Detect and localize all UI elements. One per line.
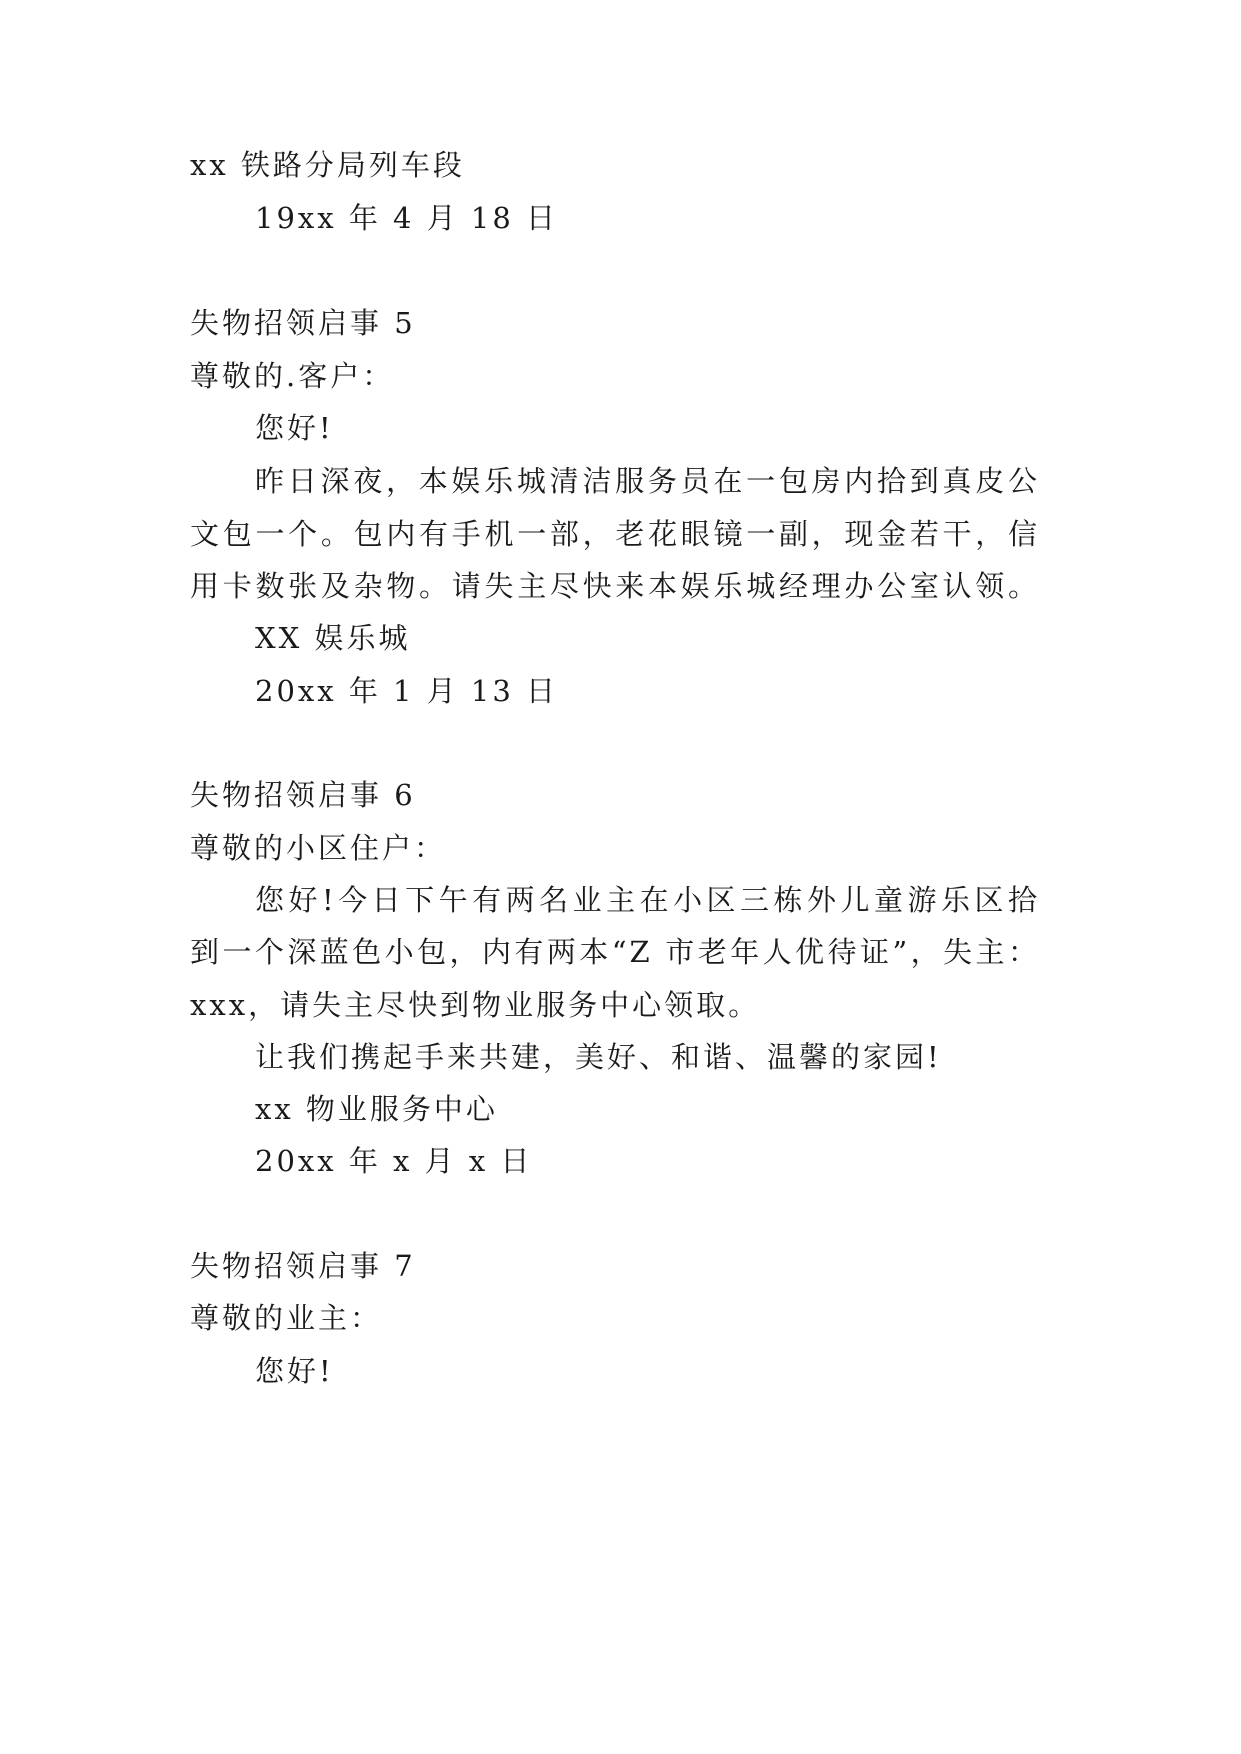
notice-7-greeting: 您好! (255, 1354, 334, 1388)
notice-5-body-line-3: 用卡数张及杂物。请失主尽快来本娱乐城经理办公室认领。 (190, 569, 1040, 603)
notice-5-date: 20xx 年 1 月 13 日 (255, 674, 559, 708)
notice-6-salutation: 尊敬的小区住户： (190, 831, 447, 865)
notice-6-date: 20xx 年 x 月 x 日 (255, 1144, 533, 1178)
notice-7-title: 失物招领启事 7 (190, 1249, 416, 1283)
notice-5-salutation: 尊敬的.客户： (190, 359, 395, 393)
notice-5-title: 失物招领启事 5 (190, 306, 416, 340)
notice-6-body-line-3: xxx，请失主尽快到物业服务中心领取。 (190, 988, 761, 1022)
notice-6-body-line-1: 您好!今日下午有两名业主在小区三栋外儿童游乐区拾 (255, 883, 1040, 917)
notice-6-signature: xx 物业服务中心 (255, 1092, 498, 1126)
notice-5-signature: XX 娱乐城 (255, 621, 411, 655)
notice-5-body-line-1: 昨日深夜，本娱乐城清洁服务员在一包房内拾到真皮公 (255, 464, 1040, 498)
notice-6-body-line-2: 到一个深蓝色小包，内有两本“Z 市老年人优待证”，失主： (190, 935, 1040, 969)
notice-5-body-line-2: 文包一个。包内有手机一部，老花眼镜一副，现金若干，信 (190, 517, 1040, 551)
top-signature-org: xx 铁路分局列车段 (190, 148, 465, 182)
notice-7-salutation: 尊敬的业主： (190, 1301, 383, 1335)
notice-6-closing: 让我们携起手来共建，美好、和谐、温馨的家园! (255, 1040, 942, 1074)
top-signature-date: 19xx 年 4 月 18 日 (255, 201, 559, 235)
notice-5-greeting: 您好! (255, 411, 334, 445)
notice-6-title: 失物招领启事 6 (190, 778, 416, 812)
